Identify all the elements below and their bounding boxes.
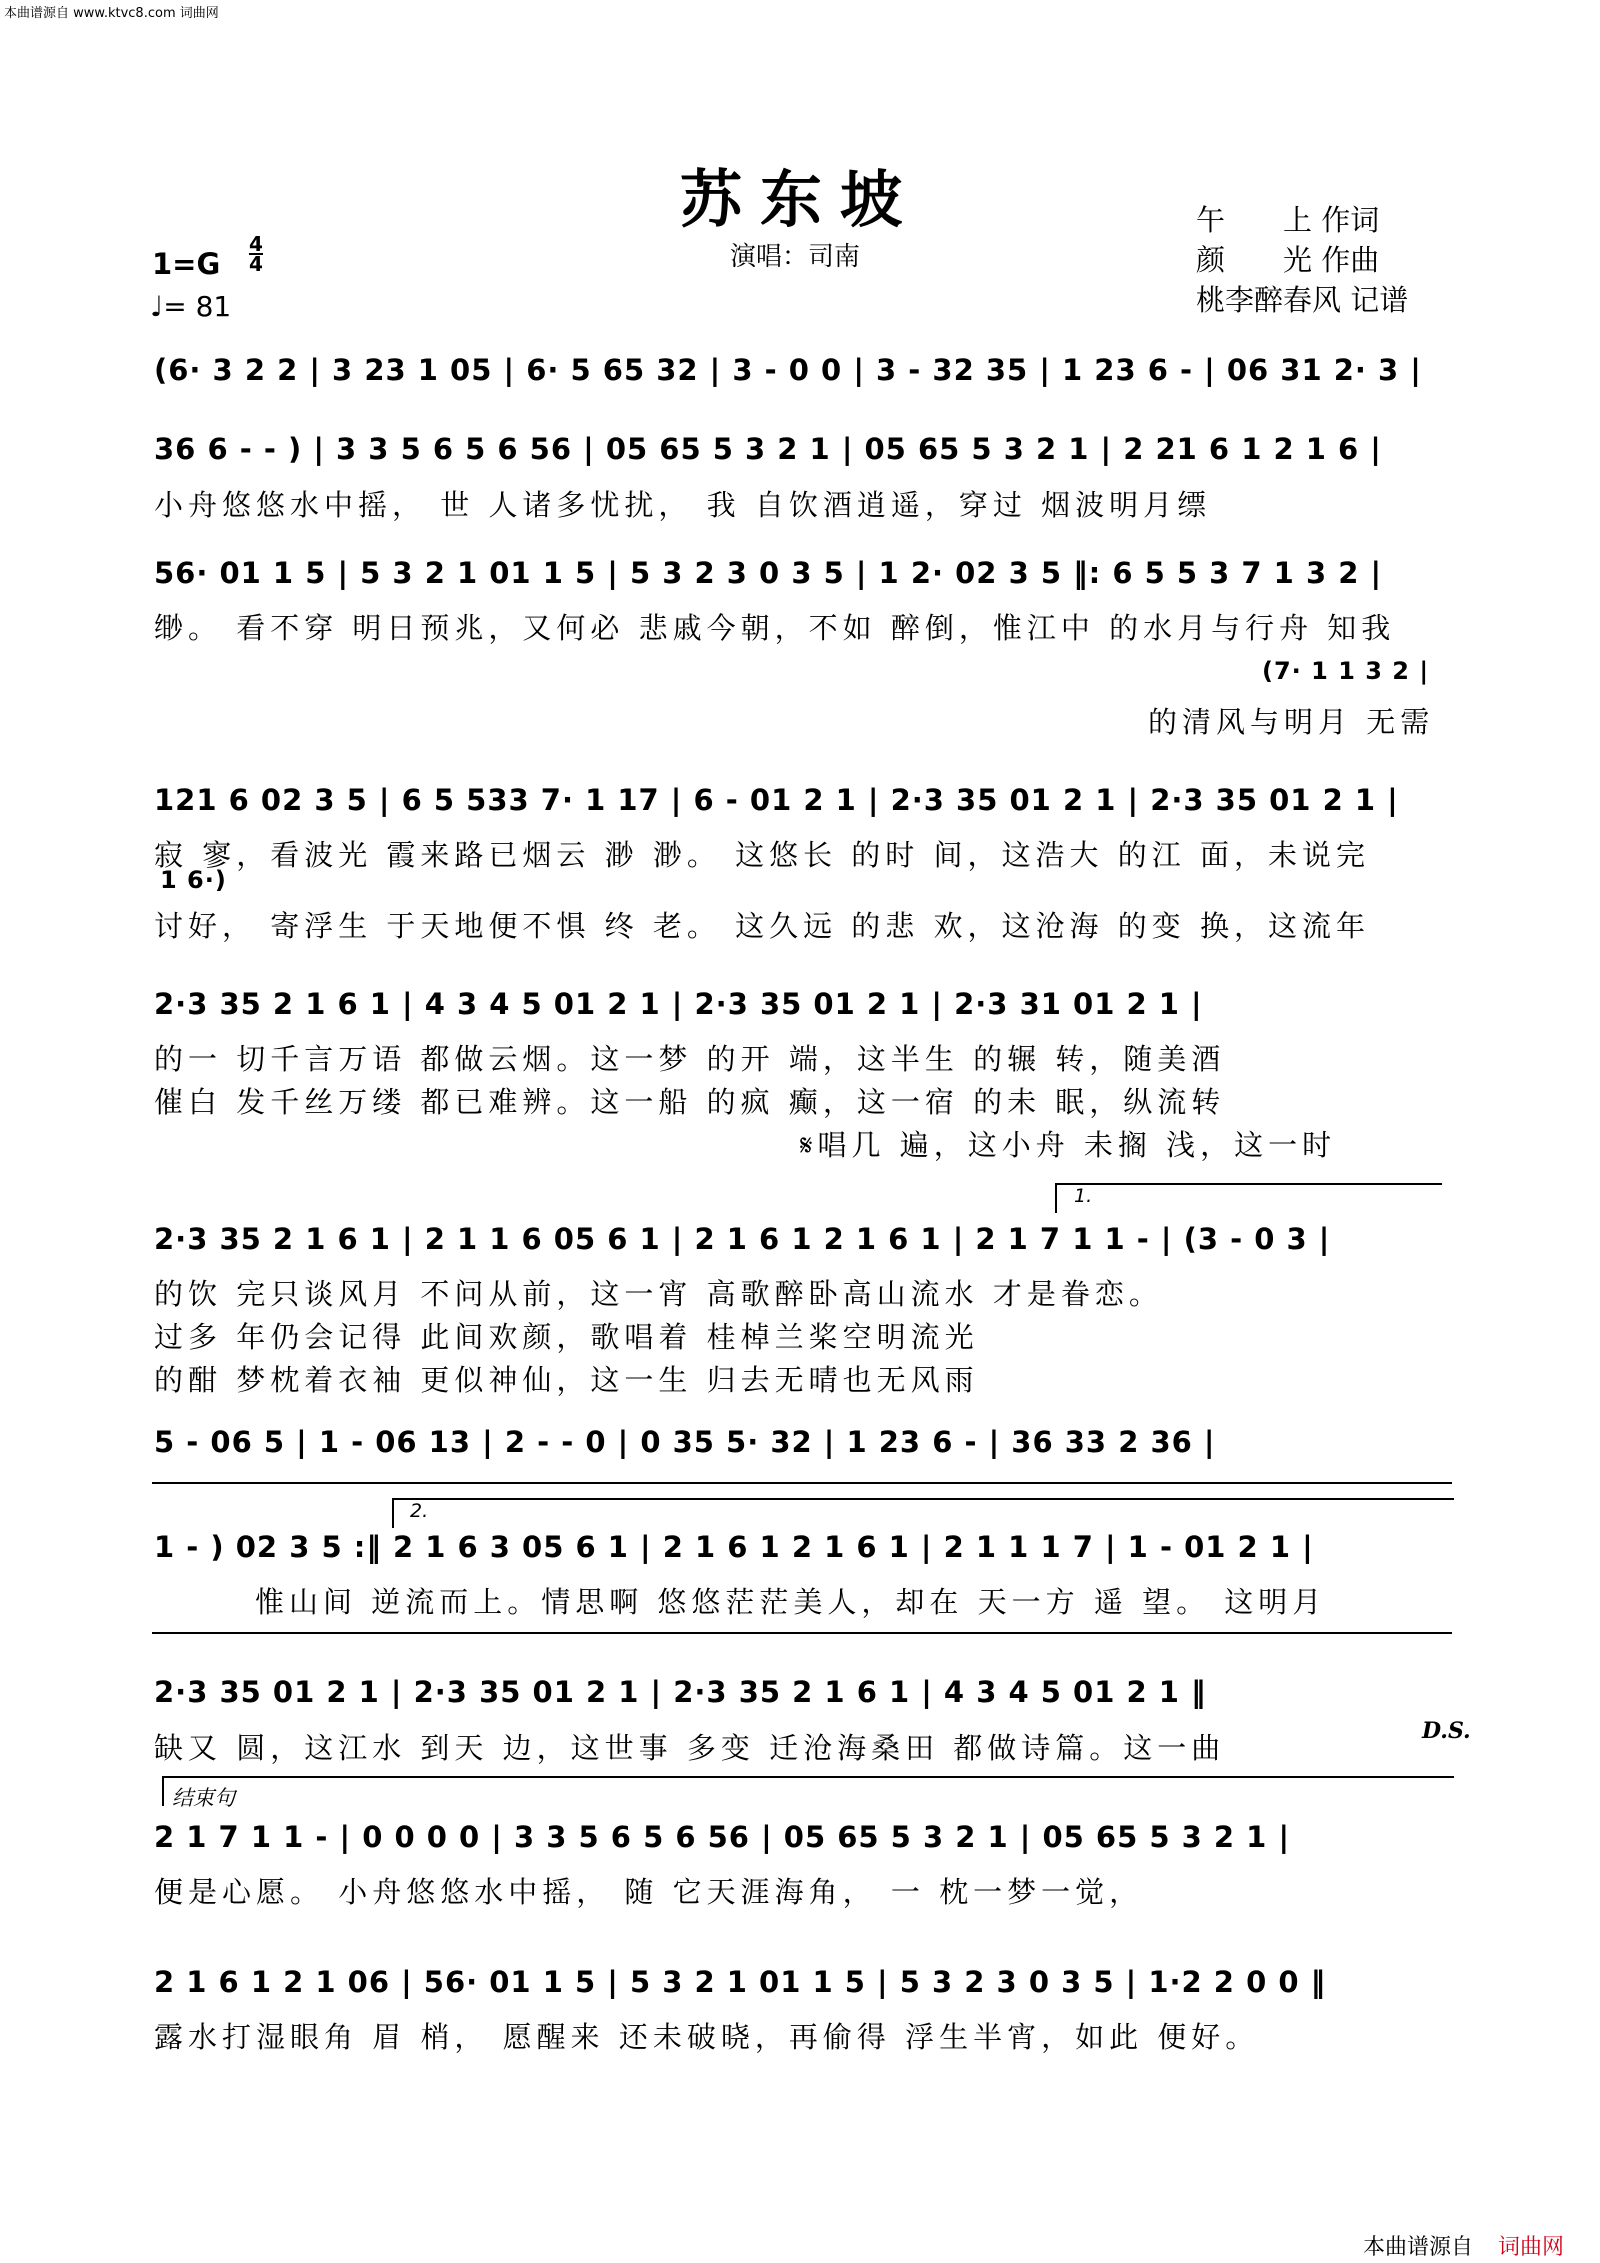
footer-site-1: 本曲谱源自 <box>1363 2235 1474 2260</box>
ending-bracket-top-line <box>152 1482 1452 1484</box>
score-line-4-notes: 121 6 02 3 5 | 6 5 533 7· 1 17 | 6 - 01 2 1 | 2·3 35 01 2 1 | 2·3 35 01 2 1 | <box>154 783 1399 817</box>
score-line-6-lyrics-3: 的酣 梦枕着衣袖 更似神仙，这一生 归去无晴也无风雨 <box>154 1363 979 1397</box>
coda-top-line <box>152 1632 1452 1634</box>
time-signature: 4 4 <box>249 232 263 276</box>
score-line-6-notes: 2·3 35 2 1 6 1 | 2 1 1 6 05 6 1 | 2 1 6 1 2 1 6 1 | 2 1 7 1 1 - | (3 - 0 3 | <box>154 1222 1331 1256</box>
score-line-4-alt-notes: 1 6·) <box>160 866 227 894</box>
score-line-6-lyrics-2: 过多 年仍会记得 此间欢颜，歌唱着 桂棹兰桨空明流光 <box>154 1320 979 1354</box>
lyricist-credit: 午 上 作词 <box>1196 203 1380 237</box>
score-line-10-notes: 2 1 7 1 1 - | 0 0 0 0 | 3 3 5 6 5 6 56 | 05 65 5 3 2 1 | 05 65 5 3 2 1 | <box>154 1820 1291 1854</box>
coda-bracket <box>162 1776 1454 1806</box>
second-ending-label: 2. <box>410 1500 429 1522</box>
second-ending-bracket <box>392 1498 1454 1528</box>
score-line-8-notes: 1 - ) 02 3 5 :‖ 2 1 6 3 05 6 1 | 2 1 6 1 2 1 6 1 | 2 1 1 1 7 | 1 - 01 2 1 | <box>154 1530 1314 1564</box>
score-line-4-lyrics-2: 讨好， 寄浮生 于天地便不惧 终 老。 这久远 的悲 欢，这沧海 的变 换，这流年 <box>154 909 1370 943</box>
score-line-11-notes: 2 1 6 1 2 1 06 | 56· 01 1 5 | 5 3 2 1 01 1 5 | 5 3 2 3 0 3 5 | 1·2 2 0 0 ‖ <box>154 1965 1327 1999</box>
score-line-9-notes: 2·3 35 01 2 1 | 2·3 35 01 2 1 | 2·3 35 2 1 6 1 | 4 3 4 5 01 2 1 ‖ <box>154 1675 1207 1709</box>
score-line-3-lyrics: 缈。 看不穿 明日预兆，又何必 悲戚今朝，不如 醉倒，惟江中 的水月与行舟 知我 <box>154 611 1396 645</box>
score-line-3-alt-lyrics: 的清风与明月 无需 <box>1148 705 1435 739</box>
footer-watermark <box>1363 2230 1564 2261</box>
song-title: 苏东坡 <box>679 163 920 236</box>
ds-marking: D.S. <box>1422 1718 1471 1744</box>
score-line-5-lyrics-2: 催白 发千丝万缕 都已难辨。这一船 的疯 癫，这一宿 的未 眠，纵流转 <box>154 1085 1226 1119</box>
score-line-6-lyrics-1: 的饮 完只谈风月 不问从前，这一宵 高歌醉卧高山流水 才是眷恋。 <box>154 1277 1163 1311</box>
first-ending-bracket <box>1055 1183 1442 1213</box>
score-line-2-notes: 36 6 - - ) | 3 3 5 6 5 6 56 | 05 65 5 3 2 1 | 05 65 5 3 2 1 | 2 21 6 1 2 1 6 | <box>154 432 1382 466</box>
score-line-10-lyrics: 便是心愿。 小舟悠悠水中摇， 随 它天涯海角， 一 枕一梦一觉， <box>154 1875 1144 1909</box>
key-signature: 1=G <box>152 247 221 281</box>
source-watermark: 本曲谱源自 www.ktvc8.com 词曲网 <box>4 6 219 21</box>
score-line-9-lyrics: 缺又 圆，这江水 到天 边，这世事 多变 迁沧海桑田 都做诗篇。这一曲 <box>154 1731 1226 1765</box>
score-line-3-notes: 56· 01 1 5 | 5 3 2 1 01 1 5 | 5 3 2 3 0 3 5 | 1 2· 02 3 5 ‖: 6 5 5 3 7 1 3 2 | <box>154 556 1383 590</box>
composer-credit: 颜 光 作曲 <box>1196 243 1380 277</box>
coda-label: 结束句 <box>172 1786 235 1810</box>
score-line-5-lyrics-1: 的一 切千言万语 都做云烟。这一梦 的开 端，这半生 的辗 转，随美酒 <box>154 1042 1226 1076</box>
tempo-marking: ♩= 81 <box>150 290 232 323</box>
first-ending-label: 1. <box>1074 1185 1093 1207</box>
score-line-8-lyrics: 惟山间 逆流而上。情思啊 悠悠茫茫美人，却在 天一方 遥 望。 这明月 <box>255 1585 1327 1619</box>
score-line-5-notes: 2·3 35 2 1 6 1 | 4 3 4 5 01 2 1 | 2·3 35 01 2 1 | 2·3 31 01 2 1 | <box>154 987 1203 1021</box>
score-line-4-lyrics-1: 寂 寥，看波光 霞来路已烟云 渺 渺。 这悠长 的时 间，这浩大 的江 面，未说完 <box>154 838 1370 872</box>
score-line-7-notes: 5 - 06 5 | 1 - 06 13 | 2 - - 0 | 0 35 5· 32 | 1 23 6 - | 36 33 2 36 | <box>154 1425 1216 1459</box>
footer-site-2: 词曲网 <box>1498 2235 1565 2260</box>
transcriber-credit: 桃李醉春风 记谱 <box>1196 283 1409 317</box>
score-line-3-alt-notes: (7· 1 1 3 2 | <box>1262 657 1430 685</box>
score-line-11-lyrics: 露水打湿眼角 眉 梢， 愿醒来 还未破晓，再偷得 浮生半宵，如此 便好。 <box>154 2020 1260 2054</box>
score-line-5-lyrics-3: 𝄋唱几 遍，这小舟 未搁 浅，这一时 <box>800 1128 1337 1162</box>
singer-credit: 演唱：司南 <box>730 242 861 272</box>
score-line-2-lyrics: 小舟悠悠水中摇， 世 人诸多忧扰， 我 自饮酒逍遥，穿过 烟波明月缥 <box>154 488 1212 522</box>
score-line-1-notes: (6· 3 2 2 | 3 23 1 05 | 6· 5 65 32 | 3 - 0 0 | 3 - 32 35 | 1 23 6 - | 06 31 2· 3 | <box>154 353 1422 387</box>
